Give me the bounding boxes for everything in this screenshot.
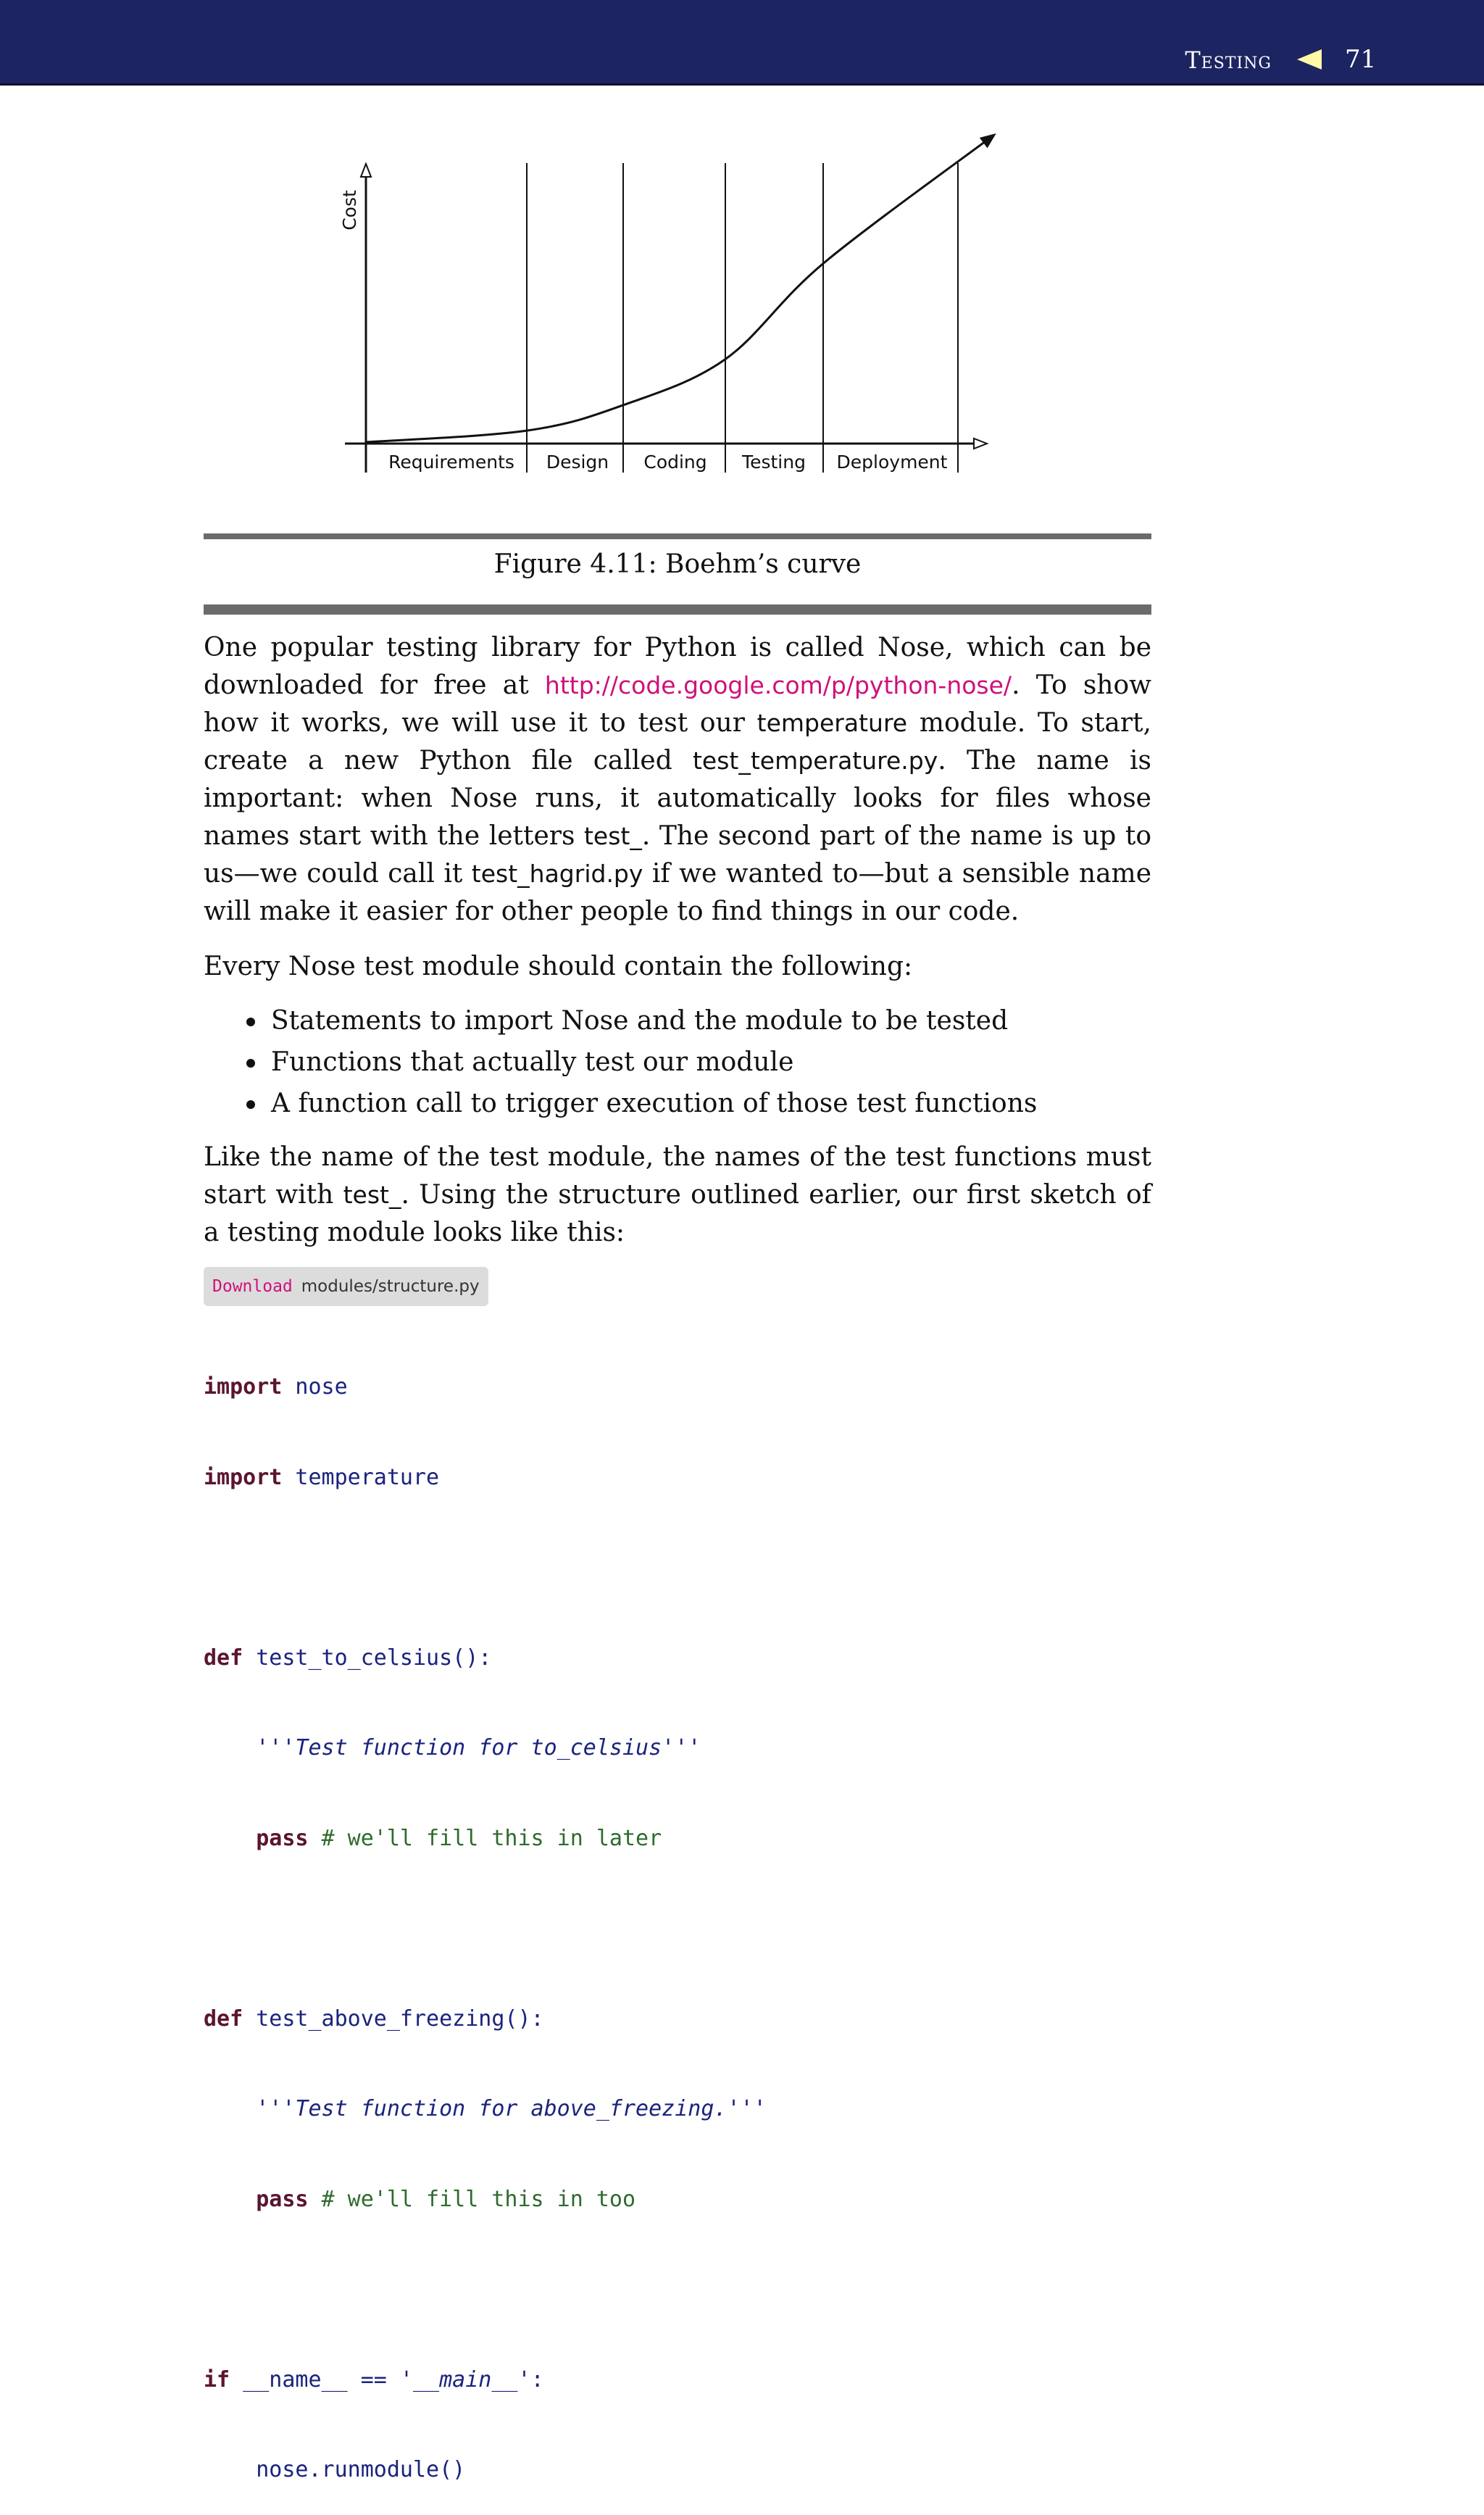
text-run: . The second part of the name is up to us—we could call it <box>204 821 1151 889</box>
requirements-list <box>243 1000 1149 1124</box>
sketch-paragraph <box>204 1139 1151 1252</box>
text-run: One popular testing library for Python is called Nose, which can be downloaded for free at <box>204 633 1151 700</box>
code-text: test_above_freezing(): <box>243 2005 544 2032</box>
code-line <box>204 2365 767 2395</box>
code-text: __name__ == <box>230 2366 400 2393</box>
code-blank-line <box>204 2274 767 2305</box>
phase-label: Design <box>546 452 609 473</box>
module-name: temperature <box>756 709 908 737</box>
code-line <box>204 2184 767 2215</box>
phase-label: Deployment <box>836 452 948 473</box>
text-run: module. To start, create a new Python file called <box>204 708 1151 776</box>
phase-labels <box>388 452 948 473</box>
list-item: Statements to import Nose and the module to be tested <box>243 1000 1149 1042</box>
comment: # we'll fill this in too <box>308 2186 636 2212</box>
caption-rule-bottom <box>204 604 1151 615</box>
text-run: . The name is important: when Nose runs, it automatically looks for files whose names start with the letters <box>204 746 1151 851</box>
download-path: modules/structure.py <box>301 1277 480 1296</box>
module-contents-intro: Every Nose test module should contain the following: <box>204 952 913 981</box>
x-axis-arrow-icon <box>974 438 987 449</box>
y-axis-label: Cost <box>339 190 360 230</box>
code-line <box>204 1824 767 1854</box>
phase-label: Testing <box>742 452 806 473</box>
section-title: Testing <box>1185 46 1272 74</box>
code-line <box>204 1463 767 1493</box>
keyword: def <box>204 2005 243 2032</box>
code-line <box>204 2004 767 2034</box>
cost-curve <box>366 136 993 442</box>
page-number: 71 <box>1345 45 1377 74</box>
file-name: test_temperature.py <box>692 747 938 775</box>
figure-caption: Figure 4.11: Boehm’s curve <box>493 549 862 579</box>
code-line <box>204 1372 767 1402</box>
code-line <box>204 1643 767 1674</box>
keyword: pass <box>256 1825 309 1851</box>
list-item: Functions that actually test our module <box>243 1042 1149 1083</box>
code-line <box>204 2455 767 2485</box>
caption-rule-top <box>204 533 1151 539</box>
string: '__main__' <box>399 2366 531 2393</box>
test-prefix: test_ <box>343 1181 401 1209</box>
boehm-curve-figure <box>0 0 1484 507</box>
intro-paragraph <box>204 629 1151 931</box>
phase-label: Coding <box>643 452 707 473</box>
text-run: Like the name of the test module, the names of the test functions must start with <box>204 1142 1151 1210</box>
phase-label: Requirements <box>388 452 514 473</box>
keyword: def <box>204 1645 243 1671</box>
alt-file-name: test_hagrid.py <box>471 860 643 888</box>
list-item: A function call to trigger execution of those test functions <box>243 1083 1149 1124</box>
text-run: if we wanted to—but a sensible name will make it easier for other people to find things in our code. <box>204 859 1152 926</box>
docstring: '''Test function for to_celsius''' <box>256 1735 701 1760</box>
curve-arrowhead-icon <box>980 133 996 148</box>
code-line <box>204 2094 767 2124</box>
code-text: : <box>530 2366 544 2393</box>
download-tag[interactable] <box>204 1267 488 1306</box>
text-run: . To show how it works, we will use it to test our <box>204 670 1151 738</box>
docstring: '''Test function for above_freezing.''' <box>256 2096 767 2121</box>
download-label[interactable]: Download <box>212 1277 293 1296</box>
code-text: temperature <box>282 1464 440 1490</box>
code-listing <box>204 1312 767 2515</box>
code-text: nose.runmodule() <box>256 2457 466 2482</box>
text-run: . Using the structure outlined earlier, our first sketch of a testing module looks like this: <box>204 1180 1151 1247</box>
keyword: import <box>204 1464 283 1490</box>
comment: # we'll fill this in later <box>308 1825 662 1851</box>
keyword: pass <box>256 2186 309 2212</box>
code-text: nose <box>282 1374 348 1400</box>
code-text: test_to_celsius(): <box>243 1645 492 1671</box>
code-blank-line <box>204 1552 767 1583</box>
test-prefix: test_ <box>583 822 642 850</box>
keyword: import <box>204 1374 283 1400</box>
keyword: if <box>204 2366 230 2393</box>
code-line <box>204 1733 767 1763</box>
code-blank-line <box>204 1913 767 1944</box>
y-axis-arrow-icon <box>361 164 371 177</box>
nose-download-link[interactable]: http://code.google.com/p/python-nose/ <box>544 671 1012 699</box>
